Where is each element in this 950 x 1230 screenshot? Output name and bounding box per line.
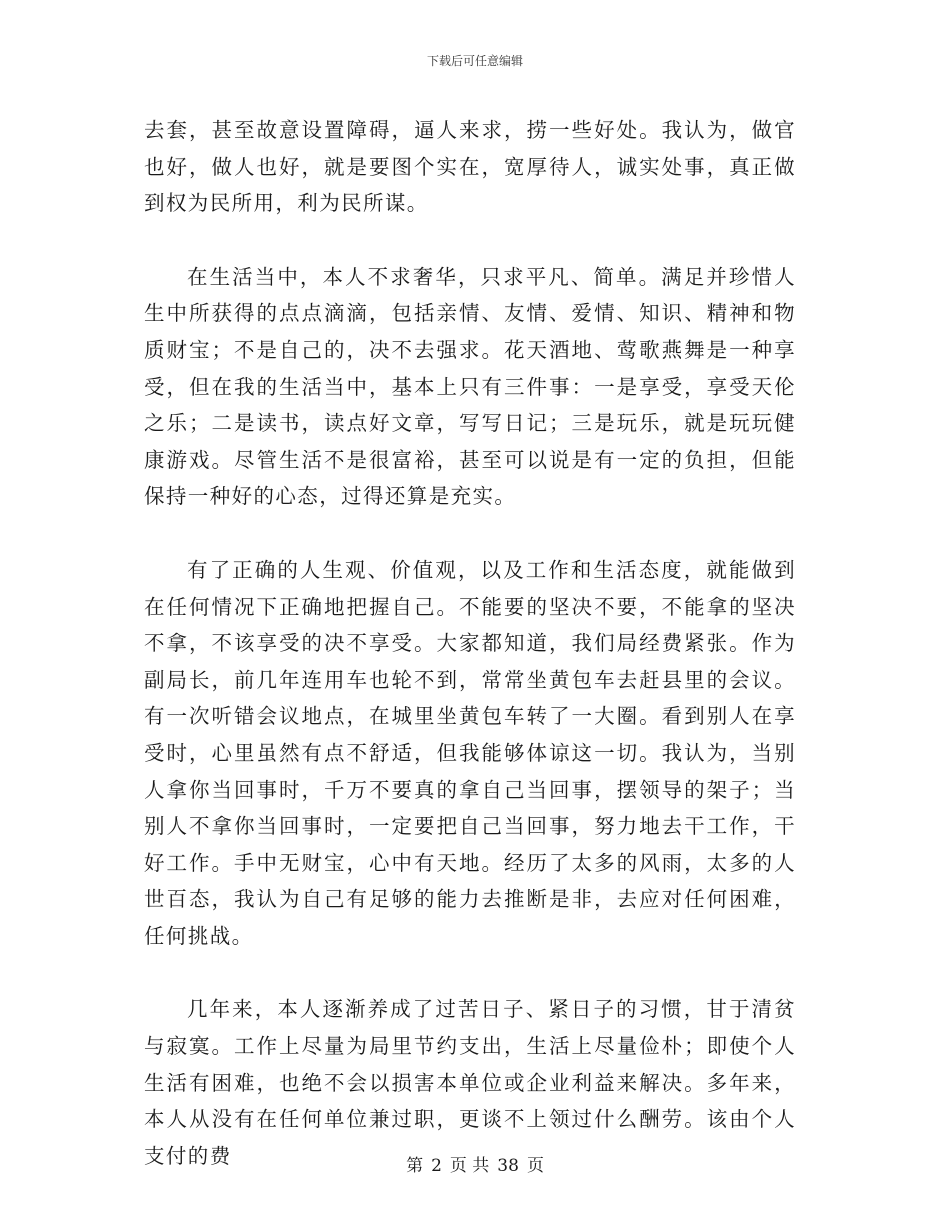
footer-prefix: 第	[406, 1156, 424, 1176]
paragraph-3: 有了正确的人生观、价值观，以及工作和生活态度，就能做到在任何情况下正确地把握自己。不能要的坚决不要，不能拿的坚决不拿，不该享受的决不享受。大家都知道，我们局经费紧张。作为副局长，前几年连用车也轮不到，常常坐黄包车去赶县里的会议。有一次听错会议地点，在城里坐黄包车转了一大圈。看到别人在享受时，心里虽然有点不舒适，但我能够体谅这一切。我认为，当别人拿你当回事时，千万不要真的拿自己当回事，摆领导的架子；当别人不拿你当回事时，一定要把自己当回事，努力地去干工作，干好工作。手中无财宝，心中有天地。经历了太多的风雨，太多的人世百态，我认为自己有足够的能力去推断是非，去应对任何困难，任何挑战。	[144, 557, 796, 948]
document-body	[144, 112, 796, 1174]
footer-suffix: 页	[526, 1156, 544, 1176]
footer-middle: 页 共	[449, 1156, 490, 1176]
current-page-number: 2	[431, 1156, 442, 1176]
total-pages-number: 38	[497, 1156, 519, 1176]
paragraph-4: 几年来，本人逐渐养成了过苦日子、紧日子的习惯，甘于清贫与寂寞。工作上尽量为局里节约支出，生活上尽量俭朴；即使个人生活有困难，也绝不会以损害本单位或企业利益来解决。多年来，本人从没有在任何单位兼过职，更谈不上领过什么酬劳。该由个人支付的费	[144, 997, 796, 1168]
paragraph-2: 在生活当中，本人不求奢华，只求平凡、简单。满足并珍惜人生中所获得的点点滴滴，包括亲情、友情、爱情、知识、精神和物质财宝；不是自己的，决不去强求。花天酒地、莺歌燕舞是一种享受，但在我的生活当中，基本上只有三件事：一是享受，享受天伦之乐；二是读书，读点好文章，写写日记；三是玩乐，就是玩玩健康游戏。尽管生活不是很富裕，甚至可以说是有一定的负担，但能保持一种好的心态，过得还算是充实。	[144, 264, 796, 509]
page-header: 下载后可任意编辑	[426, 54, 523, 68]
page-footer	[0, 1155, 950, 1177]
paragraph-1: 去套，甚至故意设置障碍，逼人来求，捞一些好处。我认为，做官也好，做人也好，就是要图个实在，宽厚待人，诚实处事，真正做到权为民所用，利为民所谋。	[144, 118, 796, 216]
